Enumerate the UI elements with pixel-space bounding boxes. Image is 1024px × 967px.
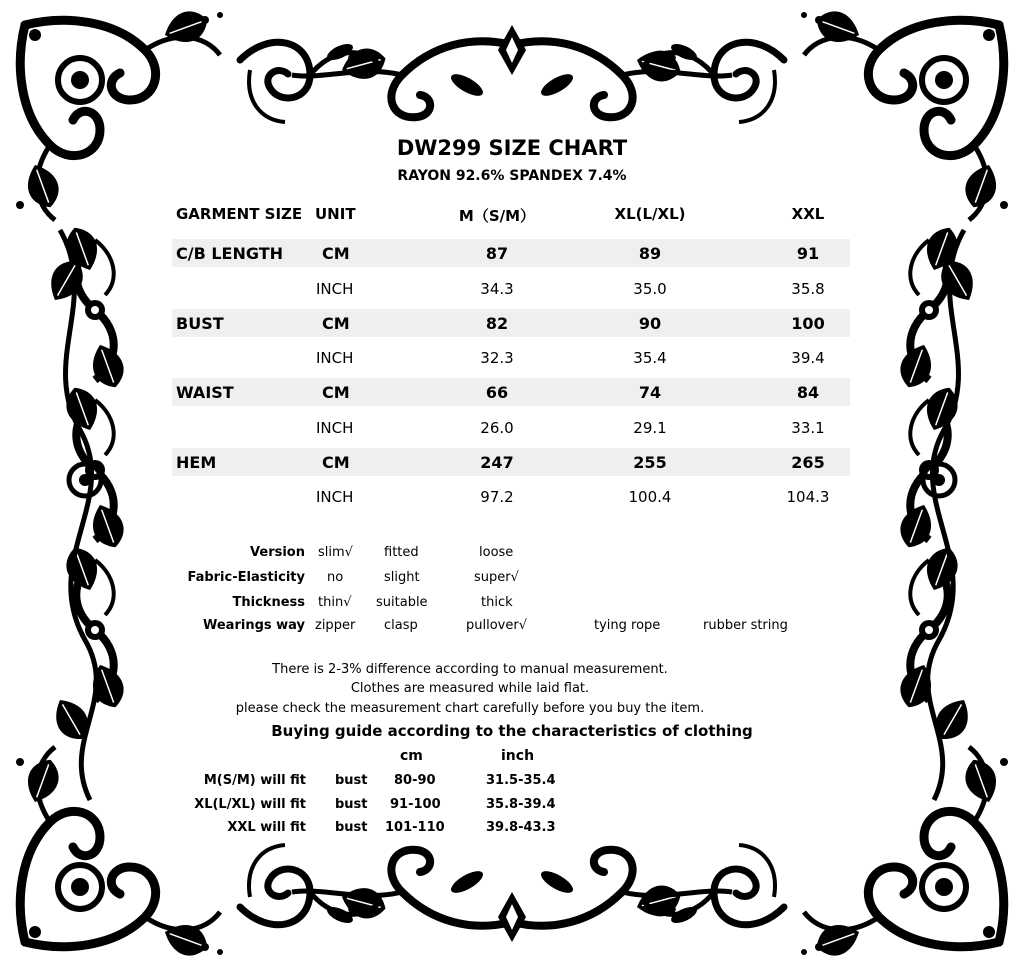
unit-cm: CM: [322, 244, 350, 263]
header-garment-size: GARMENT SIZE: [176, 205, 303, 223]
table-cell: 66: [485, 383, 509, 402]
row-label-bust: BUST: [176, 314, 224, 333]
unit-inch: INCH: [316, 280, 354, 298]
header-size-xl: XL(L/XL): [614, 205, 686, 223]
table-cell: 89: [638, 244, 662, 263]
unit-inch: INCH: [316, 419, 354, 437]
table-cell: 255: [633, 453, 667, 472]
buying-guide-title: Buying guide according to the characteristics of clothing: [271, 722, 753, 740]
guide-inch: 31.5-35.4: [486, 773, 556, 788]
guide-part: bust: [335, 797, 368, 812]
table-cell: 34.3: [480, 280, 514, 298]
table-cell: 39.4: [791, 349, 825, 367]
row-label-waist: WAIST: [176, 383, 234, 402]
table-cell: 33.1: [791, 419, 825, 437]
table-cell: 97.2: [480, 488, 514, 506]
guide-size: XXL will fit: [227, 820, 306, 835]
attr-option: slight: [384, 570, 420, 585]
unit-cm: CM: [322, 453, 350, 472]
attr-option: thick: [481, 595, 513, 610]
table-cell: 90: [638, 314, 662, 333]
table-cell: 100.4: [628, 488, 672, 506]
attr-option: slim√: [318, 545, 353, 560]
attr-label-fabric-elasticity: Fabric-Elasticity: [187, 570, 305, 585]
attr-label-version: Version: [250, 545, 305, 560]
guide-inch: 39.8-43.3: [486, 820, 556, 835]
note-line: Clothes are measured while laid flat.: [350, 681, 590, 696]
note-line: There is 2-3% difference according to manual measurement.: [272, 662, 668, 677]
table-cell: 35.4: [633, 349, 667, 367]
guide-col-inch: inch: [501, 748, 535, 764]
table-cell: 26.0: [480, 419, 514, 437]
table-cell: 35.0: [633, 280, 667, 298]
attr-option: no: [327, 570, 344, 585]
row-label-cb-length: C/B LENGTH: [176, 244, 284, 263]
attr-option: zipper: [315, 618, 356, 633]
attr-label-thickness: Thickness: [232, 595, 305, 610]
guide-part: bust: [335, 773, 368, 788]
table-cell: 91: [796, 244, 820, 263]
header-unit: UNIT: [315, 205, 356, 223]
guide-cm: 91-100: [390, 797, 441, 812]
table-cell: 104.3: [786, 488, 830, 506]
guide-col-cm: cm: [400, 748, 423, 764]
table-cell: 82: [485, 314, 509, 333]
table-cell: 247: [480, 453, 514, 472]
attr-option: suitable: [376, 595, 428, 610]
table-cell: 32.3: [480, 349, 514, 367]
unit-inch: INCH: [316, 349, 354, 367]
table-cell: 29.1: [633, 419, 667, 437]
guide-cm: 80-90: [394, 773, 436, 788]
attr-option: fitted: [384, 545, 419, 560]
guide-size: XL(L/XL) will fit: [194, 797, 306, 812]
guide-inch: 35.8-39.4: [486, 797, 556, 812]
header-size-xxl: XXL: [791, 205, 825, 223]
attr-option: clasp: [384, 618, 418, 633]
attr-option: rubber string: [703, 618, 788, 633]
attr-option: loose: [479, 545, 514, 560]
guide-cm: 101-110: [385, 820, 445, 835]
table-cell: 35.8: [791, 280, 825, 298]
row-label-hem: HEM: [176, 453, 217, 472]
attr-option: tying rope: [594, 618, 661, 633]
table-cell: 87: [485, 244, 509, 263]
note-line: please check the measurement chart carefully before you buy the item.: [235, 701, 705, 716]
attr-option: pullover√: [466, 618, 527, 633]
unit-cm: CM: [322, 314, 350, 333]
table-cell: 84: [796, 383, 820, 402]
fabric-composition: RAYON 92.6% SPANDEX 7.4%: [397, 168, 627, 184]
table-cell: 100: [791, 314, 825, 333]
table-cell: 265: [791, 453, 825, 472]
attr-option: thin√: [318, 595, 352, 610]
attr-option: super√: [474, 570, 519, 585]
attr-label-wearings-way: Wearings way: [202, 618, 305, 633]
guide-size: M(S/M) will fit: [203, 773, 306, 788]
unit-cm: CM: [322, 383, 350, 402]
table-cell: 74: [638, 383, 662, 402]
guide-part: bust: [335, 820, 368, 835]
header-size-m: M（S/M）: [458, 207, 536, 225]
chart-title: DW299 SIZE CHART: [396, 136, 628, 160]
unit-inch: INCH: [316, 488, 354, 506]
